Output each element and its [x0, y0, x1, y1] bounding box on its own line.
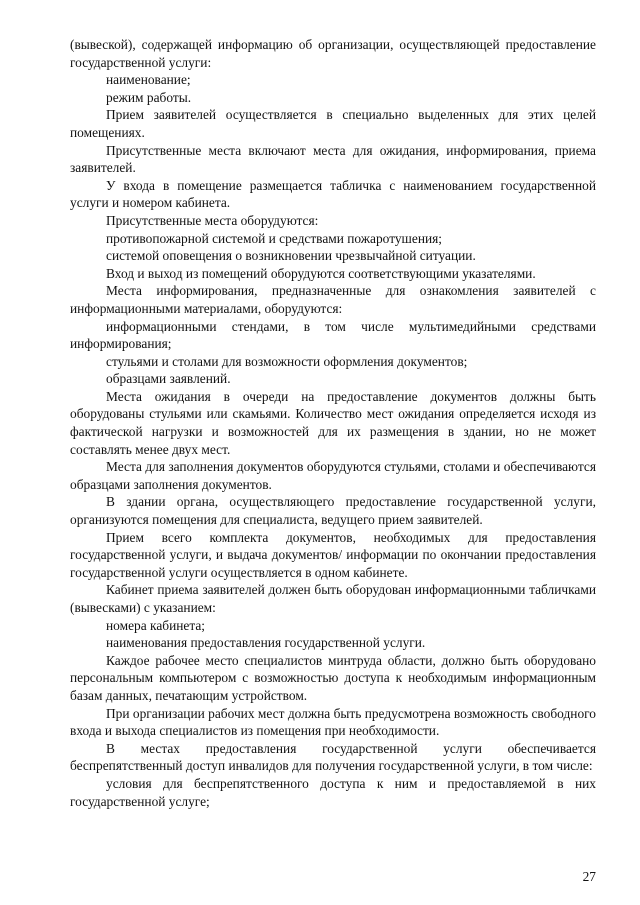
paragraph-1: (вывеской), содержащей информацию об организации, осуществляющей предоставление государственной услуги:: [70, 37, 596, 70]
page-number: 27: [582, 869, 596, 884]
paragraph-11: Места информирования, предназначенные для ознакомления заявителей с информационными материалами, оборудуются:: [70, 283, 596, 316]
paragraph-6: У входа в помещение размещается табличка с наименованием государственной услуги и номером кабинета.: [70, 177, 596, 211]
paragraph-22: Каждое рабочее место специалистов минтруда области, должно быть оборудовано персональным компьютером с возможностью доступа к необходимым информационным базам данных, печатающим устройством.: [70, 652, 596, 703]
paragraph-21: наименования предоставления государственной услуги.: [106, 635, 426, 651]
paragraph-24: В местах предоставления государственной услуги обеспечивается беспрепятственный доступ инвалидов для получения государственной услуги, в том числе:: [70, 740, 596, 774]
paragraph-14: образцами заявлений.: [106, 371, 231, 387]
paragraph-13: стульями и столами для возможности оформления документов;: [106, 353, 468, 369]
paragraph-3: режим работы.: [106, 89, 192, 105]
paragraph-8: противопожарной системой и средствами пожаротушения;: [106, 230, 443, 246]
paragraph-25: условия для беспрепятственного доступа к ним и предоставляемой в них государственной услуге;: [70, 775, 596, 809]
paragraph-2: наименование;: [106, 72, 191, 88]
paragraph-15: Места ожидания в очереди на предоставление документов должны быть оборудованы стульями или скамьями. Количество мест ожидания определяется исходя из фактической нагрузки и возможностей для их размещения в здании, но не может составлять менее двух мест.: [70, 388, 596, 457]
paragraph-20: номера кабинета;: [106, 617, 206, 633]
paragraph-4: Прием заявителей осуществляется в специально выделенных для этих целей помещениях.: [70, 107, 596, 140]
paragraph-7: Присутственные места оборудуются:: [106, 212, 319, 228]
paragraph-23: При организации рабочих мест должна быть предусмотрена возможность свободного входа и выхода специалистов из помещения при необходимости.: [70, 705, 596, 739]
paragraph-18: Прием всего комплекта документов, необходимых для предоставления государственной услуги, и выдача документов/ информации по окончании предоставления государственной услуги осуществляется в одном кабинете.: [70, 529, 596, 580]
paragraph-16: Места для заполнения документов оборудуются стульями, столами и обеспечиваются образцами заполнения документов.: [70, 459, 596, 492]
paragraph-5: Присутственные места включают места для ожидания, информирования, приема заявителей.: [70, 142, 596, 176]
paragraph-9: системой оповещения о возникновении чрезвычайной ситуации.: [106, 248, 476, 264]
paragraph-17: В здании органа, осуществляющего предоставление государственной услуги, организуются помещения для специалиста, ведущего прием заявителей.: [70, 494, 596, 528]
paragraph-10: Вход и выход из помещений оборудуются соответствующими указателями.: [106, 265, 536, 281]
paragraph-12: информационными стендами, в том числе мультимедийными средствами информирования;: [70, 318, 596, 352]
document-body: [70, 36, 596, 810]
paragraph-19: Кабинет приема заявителей должен быть оборудован информационными табличками (вывесками) с указанием:: [70, 582, 596, 615]
